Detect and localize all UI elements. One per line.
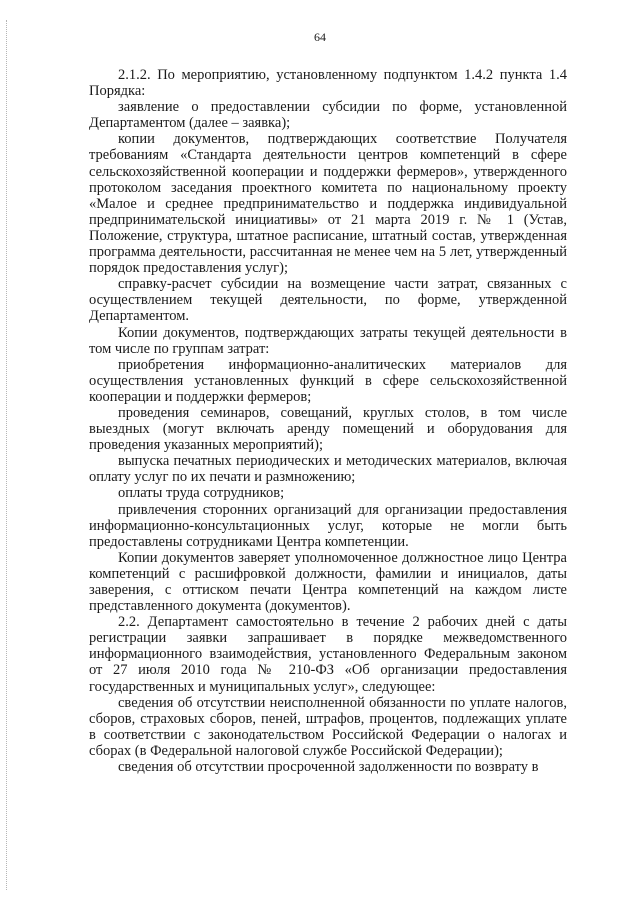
paragraph: Копии документов, подтверждающих затраты текущей деятельности в том числе по группам затрат:	[89, 324, 567, 357]
paragraph: выпуска печатных периодических и методических материалов, включая оплату услуг по их печати и размножению;	[89, 453, 567, 486]
paragraph: оплаты труда сотрудников;	[118, 485, 285, 502]
paragraph: сведения об отсутствии неисполненной обязанности по уплате налогов, сборов, страховых сборов, пеней, штрафов, процентов, подлежащих уплате в соответствии с законодательством Российской Федерации о налогах и сборах (в Федеральной налоговой службе Российской Федерации);	[89, 694, 567, 759]
paragraph: 2.1.2. По мероприятию, установленному подпунктом 1.4.2 пункта 1.4 Порядка:	[89, 67, 567, 100]
paragraph: сведения об отсутствии просроченной задолженности по возврату в	[118, 759, 539, 776]
paragraph: привлечения сторонних организаций для организации предоставления информационно-консультационных услуг, которые не могли быть предоставлены сотрудниками Центра компетенции.	[89, 501, 567, 550]
paragraph: проведения семинаров, совещаний, круглых столов, в том числе выездных (могут включать аренду помещений и оборудования для проведения указанных мероприятий);	[89, 404, 567, 454]
paragraph: справку-расчет субсидии на возмещение части затрат, связанных с осуществлением текущей деятельности, по форме, утвержденной Департаментом.	[89, 276, 567, 325]
paragraph: копии документов, подтверждающих соответствие Получателя требованиям «Стандарта деятельности центров компетенций в сфере сельскохозяйственной кооперации и поддержки фермеров», утвержденного протоколом заседания проектного комитета по национальному проекту «Малое и среднее предпринимательство и поддержка индивидуальной предпринимательской инициативы» от 21 марта 2019 г. № 1 (Устав, Положение, структура, штатное расписание, штатный состав, утвержденная программа деятельности, рассчитанная не менее чем на 5 лет, утвержденный порядок предоставления услуг);	[89, 131, 567, 277]
paragraph: Копии документов заверяет уполномоченное должностное лицо Центра компетенций с расшифровкой должности, фамилии и инициалов, даты заверения, с оттиском печати Центра компетенций на каждом листе представленного документа (документов).	[89, 549, 567, 615]
paragraph: заявление о предоставлении субсидии по форме, установленной Департаментом (далее – заявка);	[89, 99, 567, 132]
paragraph: 2.2. Департамент самостоятельно в течение 2 рабочих дней с даты регистрации заявки запрашивает в порядке межведомственного информационного взаимодействия, установленного Федеральным законом от 27 июля 2010 года № 210-ФЗ «Об организации предоставления государственных и муниципальных услуг», следующее:	[89, 614, 567, 695]
paragraph: приобретения информационно-аналитических материалов для осуществления установленных функций в сфере сельскохозяйственной кооперации и поддержки фермеров;	[89, 356, 567, 405]
document-body	[89, 67, 567, 775]
scan-edge-mark	[6, 20, 8, 890]
page-number: 64	[314, 30, 326, 44]
